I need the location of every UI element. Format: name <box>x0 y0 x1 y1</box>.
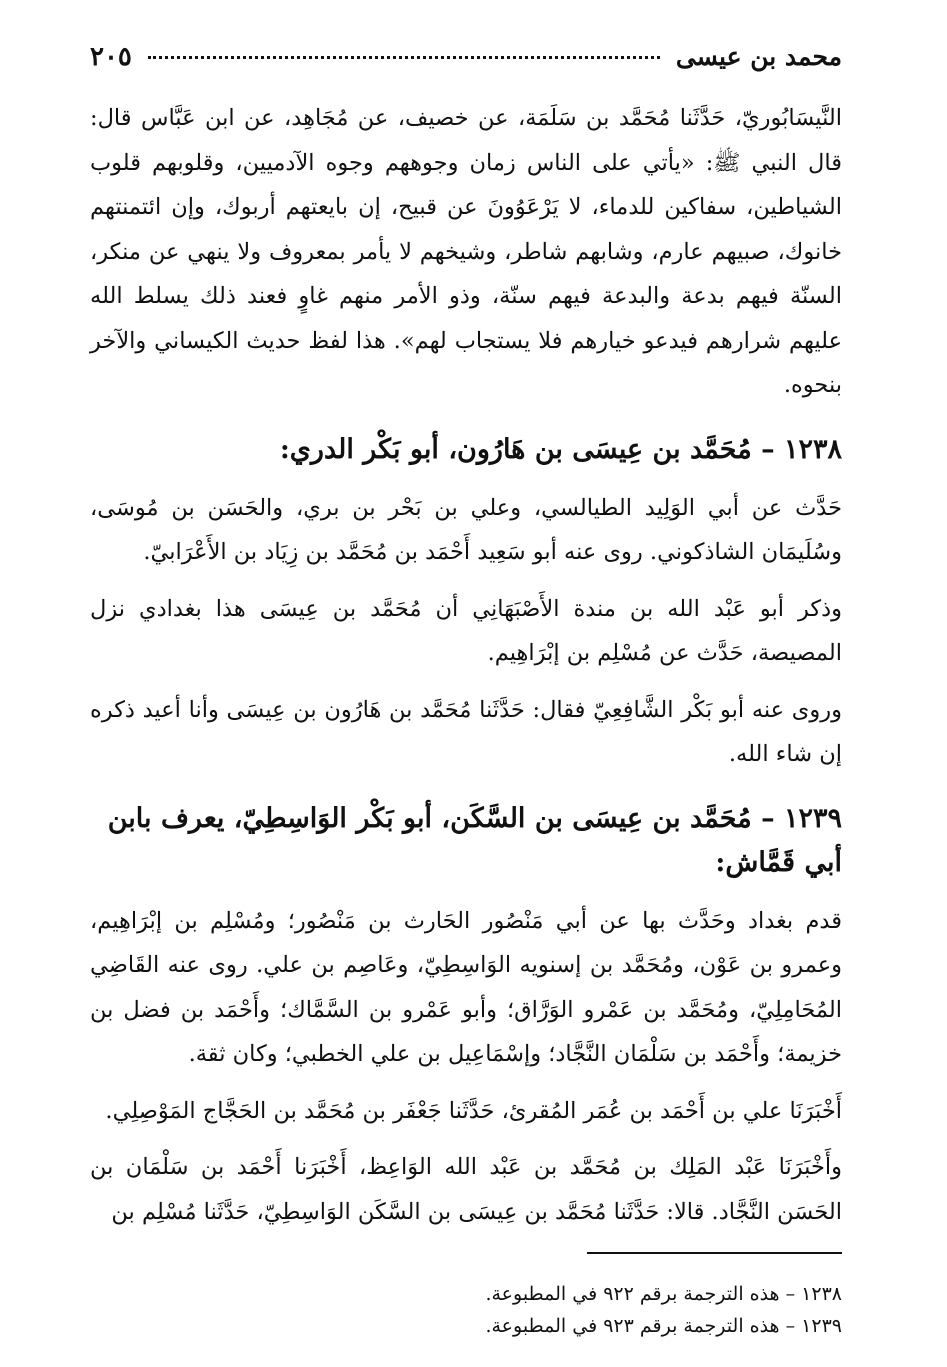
page-number: ٢٠٥ <box>90 42 132 72</box>
footnote: ١٢٣٨ – هذه الترجمة برقم ٩٢٢ في المطبوعة. <box>485 1283 842 1305</box>
continuation-paragraph: النَّيسَابُوريّ، حَدَّثَنا مُحَمَّد بن سَلَمَة، عن خصيف، عن مُجَاهِد، عن ابن عَبَّاس قال: قال النبي ﷺ: «يأتي على الناس زمان وجوههم وجوه الآدميين، وقلوبهم قلوب الشياطين، سفاكين للدماء، لا يَرْعَوُونَ عن قبيح، إن بايعتهم أربوك، وإن ائتمنتهم خانوك، صبيهم عارم، وشابهم شاطر، وشيخهم لا يأمر بمعروف ولا ينهي عن منكر، السنّة فيهم بدعة والبدعة فيهم سنّة، وذو الأمر منهم غاوٍ فعند ذلك يسلط الله عليهم شرارهم فيدعو خيارهم فلا يستجاب لهم». هذا لفظ حديث الكيساني والآخر بنحوه. <box>90 105 842 398</box>
entry-paragraph: وذكر أبو عَبْد الله بن مندة الأَصْبَهَانِي أن مُحَمَّد بن عِيسَى هذا بغدادي نزل المصيصة، حَدَّث عن مُسْلِم بن إبْرَاهِيم. <box>90 595 842 666</box>
entry-heading: ١٢٣٩ – مُحَمَّد بن عِيسَى بن السَّكَن، أبو بَكْر الوَاسِطِيّ، يعرف بابن أبي قَمَّاش: <box>107 802 842 878</box>
running-header <box>90 42 842 82</box>
leader-dots <box>148 56 660 59</box>
entry-heading: ١٢٣٨ – مُحَمَّد بن عِيسَى بن هَارُون، أبو بَكْر الدري: <box>279 433 842 465</box>
entry-paragraph: أَخْبَرَنَا علي بن أَحْمَد بن عُمَر المُقرئ، حَدَّثَنا جَعْفَر بن مُحَمَّد بن الحَجَّاج المَوْصِلِي. <box>105 1097 842 1124</box>
footnote-separator <box>587 1252 842 1254</box>
running-title: محمد بن عيسى <box>675 42 842 71</box>
entry-paragraph: حَدَّث عن أبي الوَلِيد الطيالسي، وعلي بن بَحْر بن بري، والحَسَن بن مُوسَى، وسُلَيمَان الشاذكوني. روى عنه أبو سَعِيد أَحْمَد بن مُحَمَّد بن زِيَاد بن الأَعْرَابيّ. <box>90 494 842 565</box>
footnotes <box>90 1278 842 1342</box>
entry-paragraph: وأَخْبَرَنَا عَبْد المَلِك بن مُحَمَّد بن عَبْد الله الوَاعِظ، أَخْبَرَنا أَحْمَد بن سَلْمَان بن الحَسَن النَّجَّاد. قالا: حَدَّثَنا مُحَمَّد بن عِيسَى بن السَّكَن الوَاسِطِيّ، حَدَّثَنا مُسْلِم بن <box>90 1154 842 1225</box>
entry-1238 <box>90 428 842 777</box>
entry-1239 <box>90 797 842 1235</box>
footnote: ١٢٣٩ – هذه الترجمة برقم ٩٢٣ في المطبوعة. <box>485 1315 842 1337</box>
entry-paragraph: قدم بغداد وحَدَّث بها عن أبي مَنْصُور الحَارث بن مَنْصُور؛ ومُسْلِم بن إبْرَاهِيم، وعمرو بن عَوْن، ومُحَمَّد بن إسنويه الوَاسِطِيّ، وعَاصِم بن علي. روى عنه القَاضِي المُحَامِلِيّ، ومُحَمَّد بن عَمْرو الوَرَّاق؛ وأبو عَمْرو بن السَّمَّاك؛ وأَحْمَد بن فضل بن خزيمة؛ وأَحْمَد بن سَلْمَان النَّجَّاد؛ وإسْمَاعِيل بن علي الخطبي؛ وكان ثقة. <box>90 907 842 1067</box>
entry-paragraph: وروى عنه أبو بَكْر الشَّافِعِيّ فقال: حَدَّثَنا مُحَمَّد بن هَارُون بن عِيسَى وأنا أعيد ذكره إن شاء الله. <box>90 696 842 767</box>
